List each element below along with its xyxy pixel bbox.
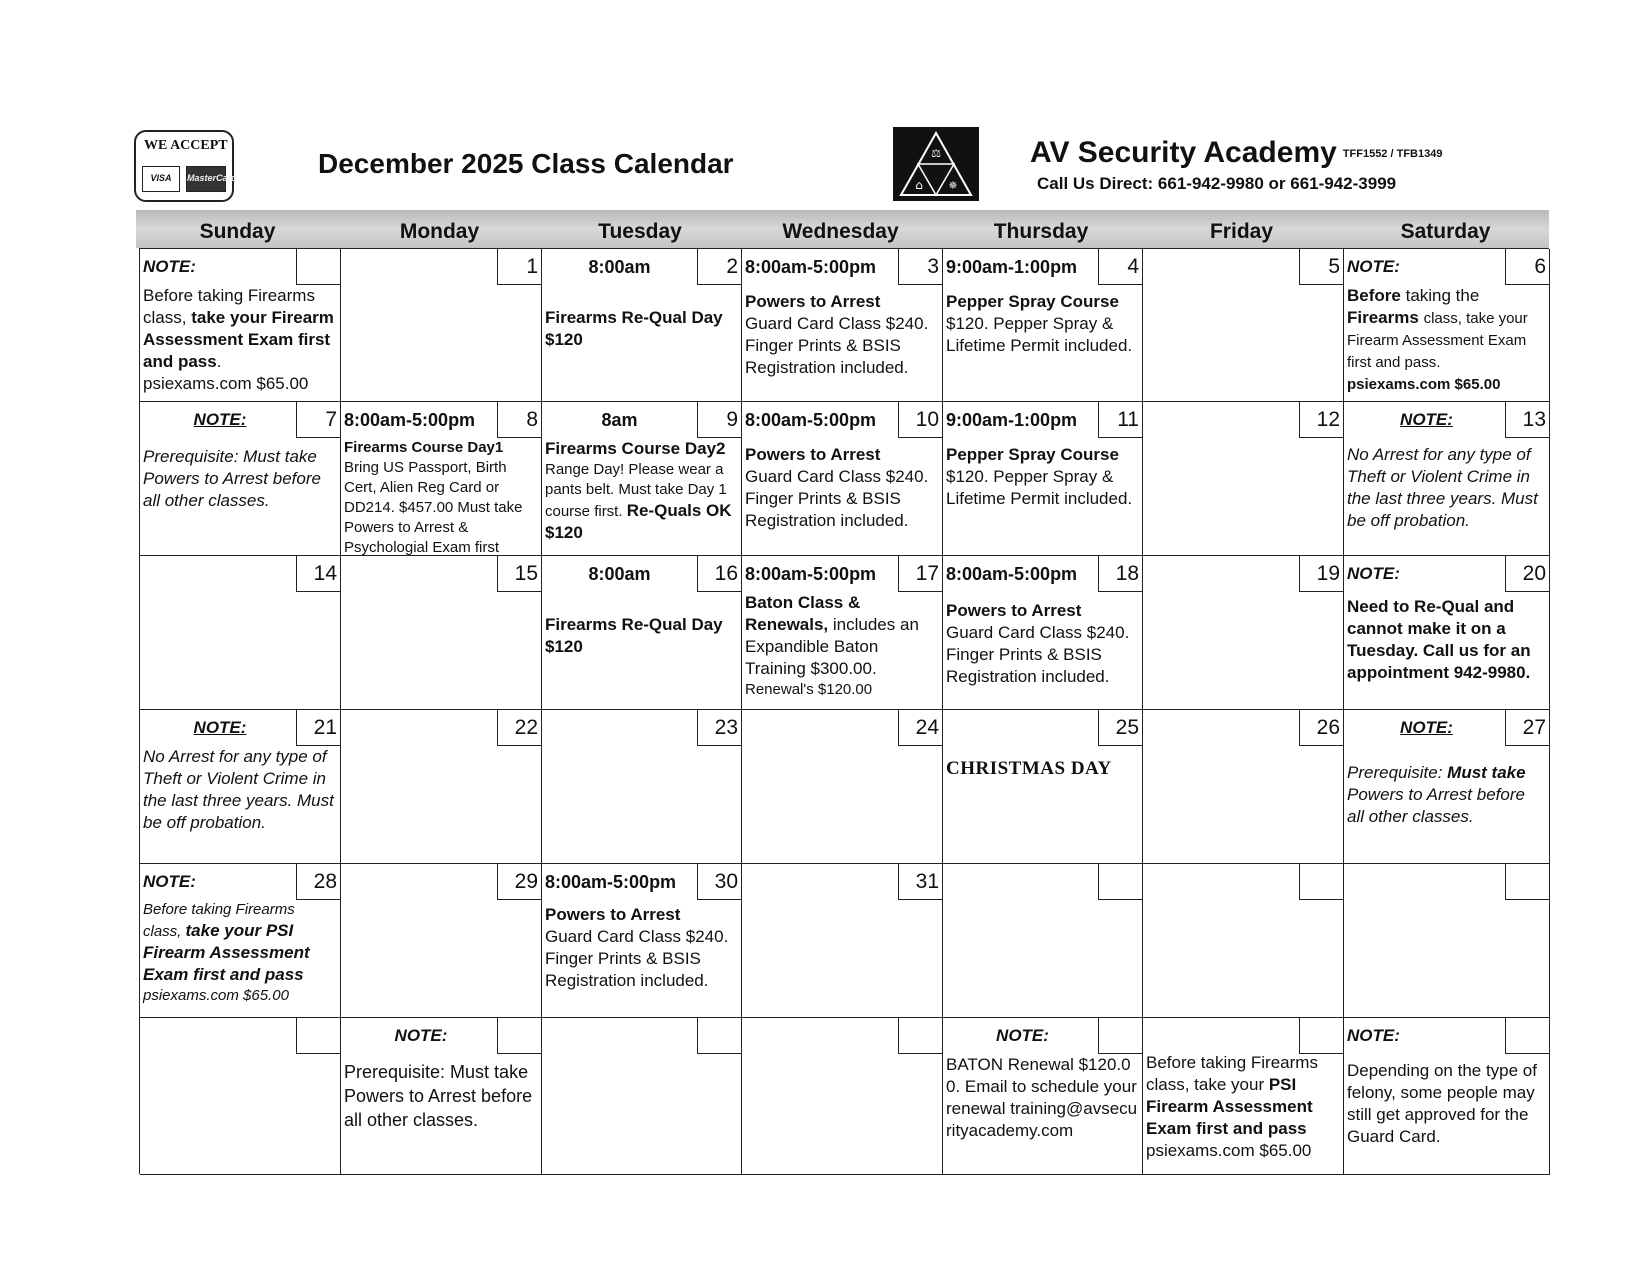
calendar-grid xyxy=(139,248,1549,1174)
calendar-cell xyxy=(943,710,1143,864)
note-label: NOTE: xyxy=(1400,718,1453,737)
bold-text: Before xyxy=(1347,286,1401,305)
cell-text: No Arrest for any type of Theft or Violent Crime in the last three years. Must be off probation. xyxy=(1347,445,1538,530)
day-number: 11 xyxy=(1098,402,1142,438)
academy-logo-icon xyxy=(893,127,979,201)
day-number: 31 xyxy=(898,864,942,900)
class-time: 8:00am-5:00pm xyxy=(344,410,476,430)
bold-text: Must take xyxy=(1447,763,1526,782)
class-details: Bring US Passport, Birth Cert, Alien Reg Card or DD214. $457.00 Must take Powers to Arrest & Psychologial Exam first xyxy=(344,459,523,556)
class-title: Firearms Re-Qual Day $120 xyxy=(545,615,723,656)
cell-text xyxy=(745,592,939,680)
class-details: Guard Card Class $240. Finger Prints & BSIS Registration included. xyxy=(745,314,929,377)
day-number xyxy=(1299,864,1343,900)
note-label: NOTE: xyxy=(1347,564,1400,583)
license-numbers: TFF1552 / TFB1349 xyxy=(1342,148,1443,161)
day-number: 3 xyxy=(898,249,942,285)
day-number xyxy=(1505,1018,1549,1054)
cell-text xyxy=(1347,762,1546,828)
calendar-cell xyxy=(341,864,542,1018)
day-number: 1 xyxy=(497,249,541,285)
calendar-cell xyxy=(341,402,542,556)
calendar-cell xyxy=(140,710,341,864)
note-label: NOTE: xyxy=(143,872,196,891)
day-number: 25 xyxy=(1098,710,1142,746)
cell-text: Prerequisite: Must take Powers to Arrest before all other classes. xyxy=(143,447,321,510)
note-label: NOTE: xyxy=(193,718,247,737)
note-label: NOTE: xyxy=(394,1026,448,1045)
class-details: $120. Pepper Spray & Lifetime Permit included. xyxy=(946,467,1133,508)
class-time: 9:00am-1:00pm xyxy=(946,257,1078,277)
day-number xyxy=(1098,864,1142,900)
day-number: 17 xyxy=(898,556,942,592)
calendar-cell xyxy=(742,402,943,556)
class-title: Firearms Course Day2 xyxy=(545,439,726,458)
calendar-cell xyxy=(742,864,943,1018)
academy-name-text: AV Security Academy xyxy=(1030,136,1337,169)
cell-text xyxy=(1347,285,1546,395)
text: psiexams.com $65.00 xyxy=(1146,1141,1312,1160)
day-number: 21 xyxy=(296,710,340,746)
class-time: 8:00am-5:00pm xyxy=(745,410,877,430)
calendar-cell xyxy=(1143,402,1344,556)
day-number: 27 xyxy=(1505,710,1549,746)
bold-text: take your PSI Firearm Assessment Exam first and pass xyxy=(143,921,310,984)
cell-text xyxy=(1146,1052,1340,1162)
bold-text: PSI Firearm Assessment Exam first and pass xyxy=(1146,1075,1313,1138)
bold-text: Firearms xyxy=(1347,308,1419,327)
class-details: Renewal's $120.00 xyxy=(745,681,873,698)
bold-text: take your Firearm Assessment Exam first and pass xyxy=(143,308,334,371)
day-number: 20 xyxy=(1505,556,1549,592)
calendar-cell xyxy=(1143,864,1344,1018)
calendar-cell xyxy=(742,1018,943,1175)
cell-text: Prerequisite: Must take Powers to Arrest before all other classes. xyxy=(344,1062,533,1130)
calendar-cell xyxy=(1344,556,1550,710)
text: includes an Expandible Baton Training $300.00. xyxy=(745,615,919,678)
calendar-cell xyxy=(140,249,341,402)
text: psiexams.com $65.00 xyxy=(143,987,289,1004)
bold-text: Baton Class & Renewals, xyxy=(745,593,861,634)
calendar-cell xyxy=(1344,864,1550,1018)
calendar-cell xyxy=(742,249,943,402)
day-number xyxy=(296,249,340,285)
holiday-label: CHRISTMAS DAY xyxy=(946,758,1112,779)
class-time: 8am xyxy=(601,410,638,430)
calendar-cell xyxy=(341,556,542,710)
calendar-cell xyxy=(542,864,742,1018)
calendar-cell xyxy=(140,556,341,710)
day-number: 8 xyxy=(497,402,541,438)
day-number: 10 xyxy=(898,402,942,438)
calendar-cell xyxy=(742,556,943,710)
payment-badge xyxy=(134,130,237,202)
day-number xyxy=(1505,864,1549,900)
class-details: Guard Card Class $240. Finger Prints & BSIS Registration included. xyxy=(745,467,929,530)
cell-text: BATON Renewal $120.00. Email to schedule your renewal training@avsecurityacademy.com xyxy=(946,1055,1138,1140)
day-number xyxy=(1098,1018,1142,1054)
class-title: Powers to Arrest xyxy=(545,905,681,924)
calendar-cell xyxy=(1344,402,1550,556)
day-number: 13 xyxy=(1505,402,1549,438)
weekday-tuesday: Tuesday xyxy=(598,220,682,243)
calendar-cell xyxy=(341,710,542,864)
day-number: 16 xyxy=(697,556,741,592)
svg-text:⚖: ⚖ xyxy=(931,147,941,160)
calendar-cell xyxy=(1344,710,1550,864)
text: Prerequisite: xyxy=(1347,763,1443,782)
visa-card-icon: VISA xyxy=(142,166,180,192)
class-title: Pepper Spray Course xyxy=(946,292,1119,311)
day-number: 15 xyxy=(497,556,541,592)
class-details: Guard Card Class $240. Finger Prints & BSIS Registration included. xyxy=(946,623,1130,686)
day-number xyxy=(898,1018,942,1054)
class-details xyxy=(545,460,738,544)
text: Powers to Arrest before all other classes. xyxy=(1347,785,1525,826)
day-number: 23 xyxy=(697,710,741,746)
weekday-sunday: Sunday xyxy=(199,220,276,243)
calendar-cell xyxy=(943,1018,1143,1175)
phone-numbers: Call Us Direct: 661-942-9980 or 661-942-3999 xyxy=(1037,174,1397,193)
calendar-cell xyxy=(140,864,341,1018)
note-label: NOTE: xyxy=(996,1026,1049,1045)
cell-text xyxy=(143,285,337,395)
cell-text xyxy=(143,900,337,1006)
text: Before taking Firearms class, take your xyxy=(1146,1053,1318,1094)
class-title: Powers to Arrest xyxy=(946,601,1082,620)
day-number: 5 xyxy=(1299,249,1343,285)
cell-text: Need to Re-Qual and cannot make it on a Tuesday. Call us for an appointment 942-9980. xyxy=(1347,597,1531,682)
day-number: 18 xyxy=(1098,556,1142,592)
svg-text:✵: ✵ xyxy=(948,179,958,192)
class-details: Guard Card Class $240. Finger Prints & BSIS Registration included. xyxy=(545,927,729,990)
calendar-title: December 2025 Class Calendar xyxy=(318,148,734,179)
calendar-cell xyxy=(140,402,341,556)
class-time: 8:00am-5:00pm xyxy=(946,564,1078,584)
calendar-cell xyxy=(341,1018,542,1175)
calendar-cell xyxy=(542,1018,742,1175)
class-title: Powers to Arrest xyxy=(745,445,881,464)
calendar-cell xyxy=(542,402,742,556)
day-number: 29 xyxy=(497,864,541,900)
day-number: 22 xyxy=(497,710,541,746)
calendar-cell xyxy=(1143,556,1344,710)
day-number: 26 xyxy=(1299,710,1343,746)
day-number: 7 xyxy=(296,402,340,438)
text: Range Day! Please wear a pants belt. Must take Day 1 course first. xyxy=(545,461,727,520)
class-time: 8:00am xyxy=(588,257,651,277)
day-number xyxy=(296,1018,340,1054)
class-time: 9:00am-1:00pm xyxy=(946,410,1078,430)
day-number: 2 xyxy=(697,249,741,285)
class-time: 8:00am-5:00pm xyxy=(545,872,677,892)
day-number: 4 xyxy=(1098,249,1142,285)
day-number xyxy=(697,1018,741,1054)
svg-text:⌂: ⌂ xyxy=(915,178,923,192)
text: Before taking Firearms class, xyxy=(143,901,295,940)
day-number: 19 xyxy=(1299,556,1343,592)
day-number: 14 xyxy=(296,556,340,592)
class-title: Pepper Spray Course xyxy=(946,445,1119,464)
note-label: NOTE: xyxy=(1400,410,1453,429)
calendar-cell xyxy=(742,710,943,864)
bold-text: Re-Quals OK $120 xyxy=(545,501,732,542)
calendar-cell xyxy=(1344,249,1550,402)
class-title: Firearms Re-Qual Day $120 xyxy=(545,308,723,349)
text: . xyxy=(216,352,222,371)
text: class, take your Firearm Assessment Exam first and pass. xyxy=(1347,310,1528,371)
calendar-cell xyxy=(943,864,1143,1018)
calendar-cell xyxy=(341,249,542,402)
note-label: NOTE: xyxy=(1347,1026,1400,1045)
calendar-cell xyxy=(943,249,1143,402)
weekday-monday: Monday xyxy=(399,220,480,243)
note-label: NOTE: xyxy=(143,257,196,276)
academy-name xyxy=(1030,136,1442,170)
class-time: 8:00am-5:00pm xyxy=(745,257,877,277)
we-accept-label: WE ACCEPT xyxy=(144,138,228,153)
class-details: $120. Pepper Spray & Lifetime Permit included. xyxy=(946,314,1133,355)
calendar-cell xyxy=(1344,1018,1550,1175)
day-number: 24 xyxy=(898,710,942,746)
text: Before taking Firearms class, xyxy=(143,286,315,327)
day-number xyxy=(1299,1018,1343,1054)
calendar-cell xyxy=(542,556,742,710)
day-number: 6 xyxy=(1505,249,1549,285)
day-number xyxy=(497,1018,541,1054)
class-title: Powers to Arrest xyxy=(745,292,881,311)
note-label: NOTE: xyxy=(193,410,247,429)
cell-text: No Arrest for any type of Theft or Violent Crime in the last three years. Must be off probation. xyxy=(143,747,334,832)
calendar-cell xyxy=(542,710,742,864)
bold-text: psiexams.com $65.00 xyxy=(1347,376,1501,393)
calendar-cell xyxy=(1143,710,1344,864)
text: psiexams.com $65.00 xyxy=(143,374,309,393)
calendar-cell xyxy=(542,249,742,402)
calendar-cell xyxy=(943,402,1143,556)
weekday-header xyxy=(136,210,1549,248)
day-number: 28 xyxy=(296,864,340,900)
calendar-cell xyxy=(1143,1018,1344,1175)
calendar-cell xyxy=(1143,249,1344,402)
day-number: 12 xyxy=(1299,402,1343,438)
weekday-saturday: Saturday xyxy=(1400,220,1491,243)
weekday-wednesday: Wednesday xyxy=(782,220,899,243)
note-label: NOTE: xyxy=(1347,257,1400,276)
class-title: Firearms Course Day1 xyxy=(344,439,504,456)
weekday-thursday: Thursday xyxy=(993,220,1089,243)
weekday-friday: Friday xyxy=(1209,220,1274,243)
day-number: 30 xyxy=(697,864,741,900)
cell-text: Depending on the type of felony, some people may still get approved for the Guard Card. xyxy=(1347,1061,1537,1146)
class-time: 8:00am-5:00pm xyxy=(745,564,877,584)
class-time: 8:00am xyxy=(588,564,651,584)
text: taking the xyxy=(1405,286,1480,305)
day-number: 9 xyxy=(697,402,741,438)
calendar-cell xyxy=(140,1018,341,1175)
calendar-cell xyxy=(943,556,1143,710)
mastercard-card-icon: MasterCard xyxy=(186,166,226,192)
